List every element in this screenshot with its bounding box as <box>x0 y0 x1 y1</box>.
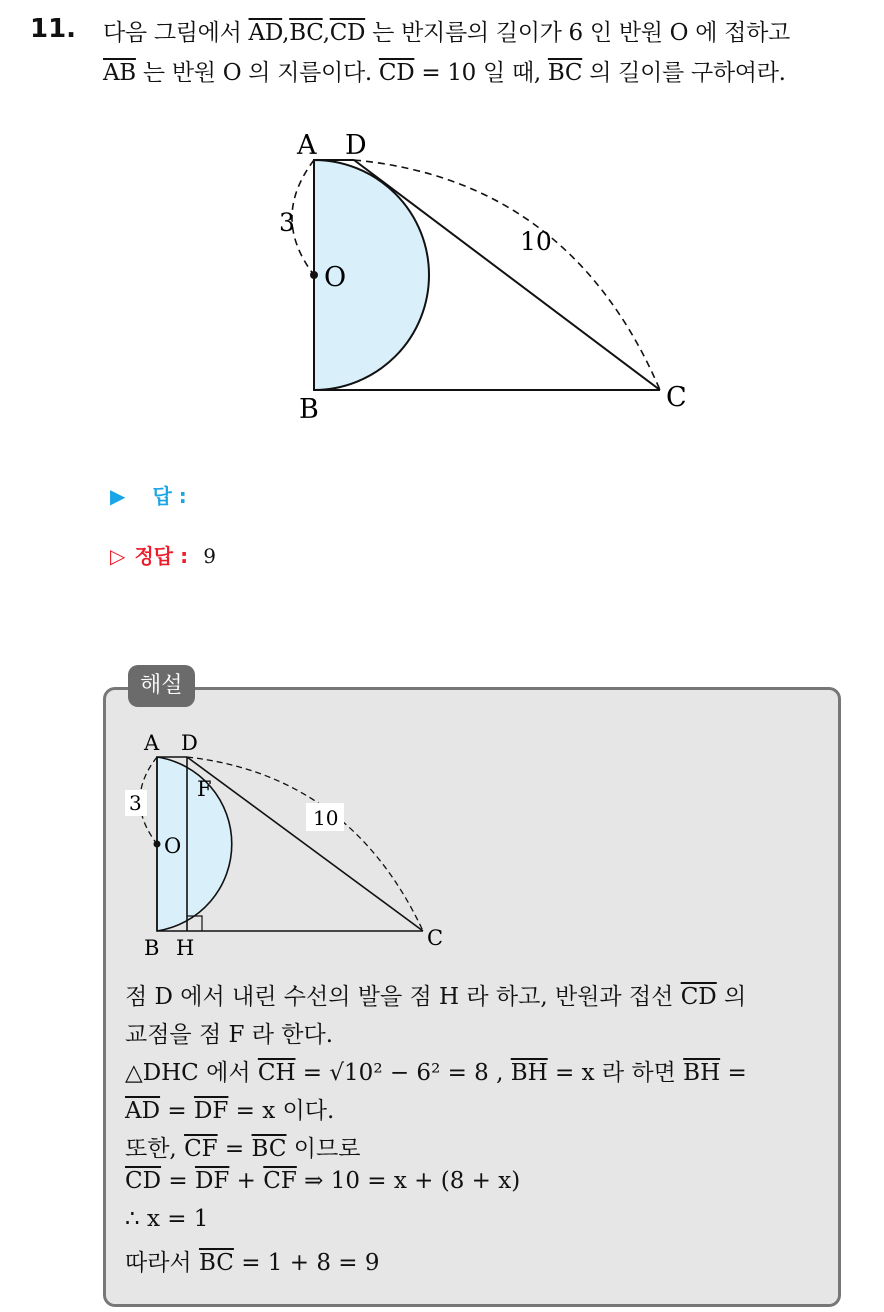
label-o: O <box>324 262 347 293</box>
solution-tag: 해설 <box>128 665 195 707</box>
label-10: 10 <box>520 227 552 256</box>
svg-text:D: D <box>181 731 198 755</box>
svg-text:O: O <box>164 834 182 858</box>
label-3: 3 <box>279 208 295 237</box>
answer-arrow-icon: ▶ <box>110 484 126 508</box>
solution-line-6: $\overline{CD} = \overline{DF} + \overline{CF}$ ⇒ 10 = x + (8 + x) <box>125 1168 521 1194</box>
problem-figure <box>270 120 710 430</box>
svg-text:F: F <box>197 777 212 801</box>
dashed-arc-3 <box>292 160 314 275</box>
svg-text:3: 3 <box>129 791 142 815</box>
svg-text:10: 10 <box>313 806 339 830</box>
svg-text:H: H <box>176 936 195 960</box>
correct-label: 정답 : <box>134 544 189 568</box>
label-c: C <box>666 382 687 413</box>
segment-cd: $\overline{CD}$ <box>329 20 366 46</box>
question-number: 11. <box>30 14 77 44</box>
svg-text:B: B <box>144 936 160 960</box>
solution-line-2: 교점을 점 F 라 한다. <box>125 1022 334 1048</box>
solution-line-5: 또한, $\overline{CF} = \overline{BC}$ 이므로 <box>125 1136 361 1162</box>
solution-line-3: △DHC 에서 $\overline{CH} = √10^2 - 6^2 = 8$ , $\overline{BH} = x$ 라 하면 $\overline{BH}$ = <box>125 1060 747 1086</box>
question-line-2: $\overline{AB}$ 는 반원 O 의 지름이다. $\overline{CD} = 10$ 일 때, $\overline{BC}$ 의 길이를 구하여라. <box>103 60 786 86</box>
question-line-1: 다음 그림에서 $\overline{AD},\overline{BC},\overline{CD}$ 는 반지름의 길이가 6 인 반원 O 에 접하고 <box>103 20 790 46</box>
label-d: D <box>345 130 367 161</box>
correct-value: 9 <box>203 544 216 568</box>
answer-row <box>110 480 187 509</box>
svg-text:C: C <box>427 926 444 950</box>
center-point-o <box>310 271 318 279</box>
solution-line-8: 따라서 $\overline{BC} = 1 + 8 = 9$ <box>125 1250 380 1276</box>
solution-line-1: 점 D 에서 내린 수선의 발을 점 H 라 하고, 반원과 접선 $\overline{CD}$ 의 <box>125 984 747 1010</box>
label-b: B <box>299 394 319 425</box>
segment-ab: $\overline{AB}$ <box>103 60 136 86</box>
svg-text:A: A <box>144 731 160 755</box>
answer-label: 답 : <box>152 484 187 508</box>
solution-line-4: $\overline{AD} = \overline{DF} = x$ 이다. <box>125 1098 335 1124</box>
correct-arrow-icon: ▷ <box>110 544 126 568</box>
solution-line-7: ∴ x = 1 <box>125 1206 209 1232</box>
correct-answer-row <box>110 540 216 569</box>
segment-ad: $\overline{AD}$ <box>248 20 283 46</box>
solution-figure <box>120 725 460 960</box>
segment-bc: $\overline{BC}$ <box>289 20 323 46</box>
label-a: A <box>297 130 317 161</box>
